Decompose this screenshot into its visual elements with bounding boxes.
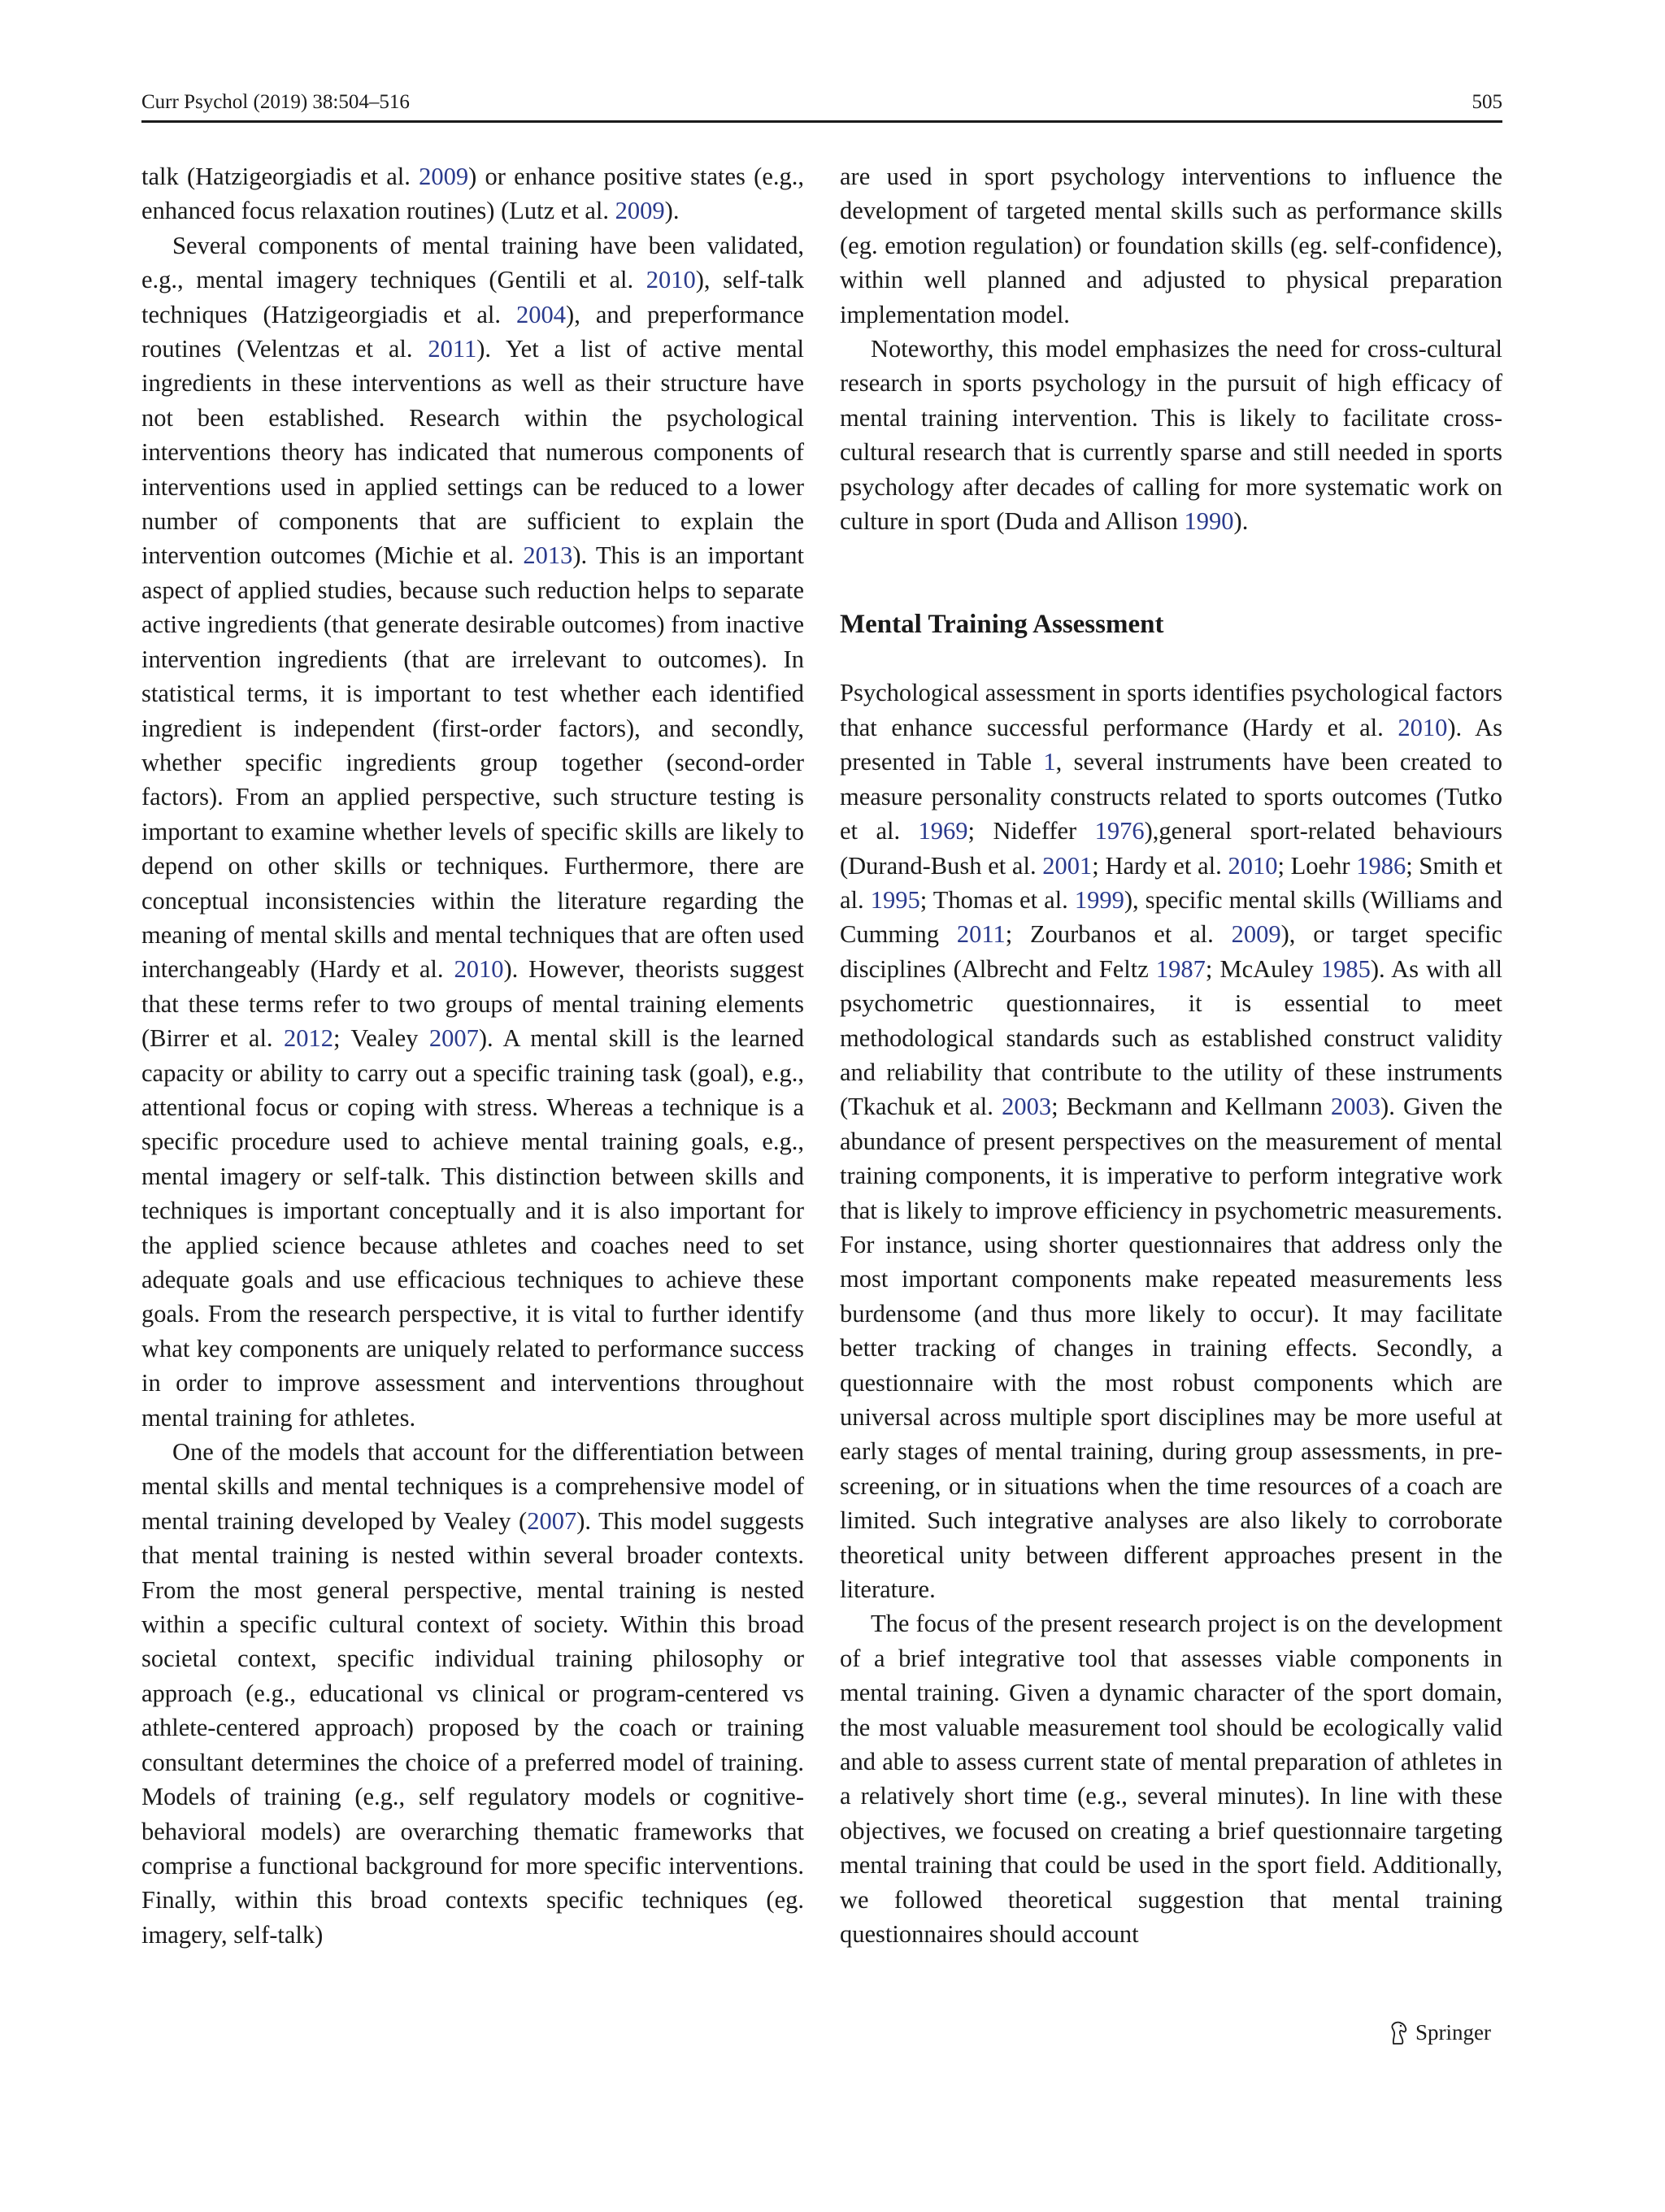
- text-run: ; McAuley: [1205, 954, 1321, 983]
- text-run: talk (Hatzigeorgiadis et al.: [141, 163, 420, 190]
- paragraph: [840, 1606, 1502, 1951]
- paragraph: [840, 332, 1502, 538]
- text-run: ; Loehr: [1277, 851, 1357, 880]
- text-run: ; Nideffer: [967, 817, 1095, 845]
- citation-link[interactable]: 2010: [454, 955, 504, 984]
- citation-link[interactable]: 2009: [1231, 920, 1281, 949]
- text-run: ). A mental skill is the learned capacity or ability to carry out a specific training task (goal), e.g., attentional focus or coping with stress. Whereas a technique is a specific procedure used to achieve mental training goals, e.g., mental imagery or self-talk. This distinction between skills and techniques is important conceptually and it is also important for the applied science because athletes and coaches need to set adequate goals and use efficacious techniques to achieve these goals. From the research perspective, it is vital to further identify what key components are uniquely related to performance success in order to improve assessment and interventions throughout mental training for athletes.: [141, 1024, 804, 1432]
- text-run: ; Beckmann and Kellmann: [1051, 1093, 1332, 1121]
- text-run: ; Thomas et al.: [919, 885, 1075, 914]
- text-run: ), or target specific disciplines (Albrecht and Feltz: [840, 920, 1502, 983]
- text-run: Noteworthy, this model emphasizes the need for cross-cultural research in sports psychology in the pursuit of high efficacy of mental training intervention. This is likely to facilitate cross-cultural research that is currently sparse and still needed in sports psychology after decades of calling for more systematic work on culture in sport (Duda and Allison: [840, 335, 1502, 536]
- section-heading: Mental Training Assessment: [840, 610, 1164, 640]
- text-run: ), self-talk techniques (Hatzigeorgiadis et al.: [141, 266, 804, 328]
- text-run: ; Zourbanos et al.: [1005, 920, 1232, 949]
- spacer: [840, 538, 1502, 607]
- citation-link[interactable]: 2011: [956, 920, 1006, 949]
- text-run: ). As with all psychometric questionnaires, it is essential to meet methodological standards such as established construct validity and reliability that contribute to the utility of these instruments (Tkachuk et al.: [840, 954, 1502, 1121]
- text-run: The focus of the present research project is on the development of a brief integrative tool that assesses viable components in mental training. Given a dynamic character of the sport domain, the most valuable measurement tool should be ecologically valid and able to assess current state of mental preparation of athletes in a relatively short time (e.g., several minutes). In line with these objectives, we focused on creating a brief questionnaire targeting mental training that could be used in the sport field. Additionally, we followed theoretical suggestion that mental training questionnaires should account: [840, 1610, 1502, 1949]
- text-run: ).: [664, 197, 680, 225]
- text-run: Psychological assessment in sports identifies psychological factors that enhance successful performance (Hardy et al.: [840, 679, 1502, 741]
- citation-link[interactable]: 1999: [1074, 885, 1124, 914]
- citation-link[interactable]: 1990: [1184, 507, 1234, 536]
- paragraph-continued: [141, 159, 804, 228]
- citation-link[interactable]: 1987: [1155, 954, 1206, 983]
- paragraph: [141, 228, 804, 1435]
- page-number: 505: [1472, 91, 1502, 113]
- paragraph: [840, 676, 1502, 1606]
- citation-link[interactable]: 2004: [516, 300, 567, 328]
- spacer: [840, 641, 1502, 676]
- springer-horse-icon: [1388, 2021, 1409, 2045]
- citation-link[interactable]: 1986: [1356, 851, 1406, 880]
- citation-link[interactable]: 1995: [870, 885, 920, 914]
- citation-link[interactable]: 2007: [428, 1024, 479, 1053]
- citation-link[interactable]: 2013: [523, 541, 573, 570]
- citation-link[interactable]: 2010: [646, 266, 696, 294]
- citation-link[interactable]: 2009: [615, 197, 665, 225]
- text-run: Several components of mental training have been validated, e.g., mental imagery techniques (Gentili et al.: [141, 231, 804, 294]
- text-run: ). This is an important aspect of applied studies, because such reduction helps to separate active ingredients (that generate desirable outcomes) from inactive intervention ingredients (that are irrelevant to outcomes). In statistical terms, it is important to test whether each identified ingredient is independent (first-order factors), and secondly, whether specific ingredients group together (second-order factors). From an applied perspective, such structure testing is important to examine whether levels of specific skills are likely to depend on other skills or techniques. Furthermore, there are conceptual inconsistencies within the literature regarding the meaning of mental skills and mental techniques that are often used interchangeably (Hardy et al.: [141, 541, 804, 984]
- running-header: [141, 91, 1502, 124]
- publisher-logo: [1388, 2020, 1491, 2045]
- paragraph-continued: [840, 159, 1502, 332]
- text-run: ; Hardy et al.: [1092, 851, 1228, 880]
- text-run: ; Smith et al.: [840, 851, 1502, 914]
- citation-link[interactable]: 2007: [527, 1506, 577, 1535]
- citation-link[interactable]: 2010: [1228, 851, 1278, 880]
- journal-citation: Curr Psychol (2019) 38:504–516: [141, 91, 410, 113]
- citation-link[interactable]: 2003: [1002, 1093, 1052, 1121]
- citation-link[interactable]: 2012: [284, 1024, 334, 1053]
- paragraph: [141, 1435, 804, 1952]
- right-column: [840, 159, 1502, 1952]
- citation-link[interactable]: 2010: [1398, 713, 1448, 741]
- citation-link[interactable]: 2011: [428, 335, 477, 363]
- text-run: ), and preperformance routines (Velentzas et al.: [141, 300, 805, 363]
- text-run: ). As presented in Table: [840, 713, 1502, 776]
- publisher-name: Springer: [1415, 2020, 1491, 2045]
- text-run: ). Yet a list of active mental ingredients in these interventions as well as their structure have not been established. Research within the psychological interventions theory has indicated that numerous components of interventions used in applied settings can be reduced to a lower number of components that are sufficient to explain the intervention outcomes (Michie et al.: [141, 335, 804, 570]
- text-run: ). Given the abundance of present perspectives on the measurement of mental training components, it is imperative to perform integrative work that is likely to improve efficiency in psychometric measurements. For instance, using shorter questionnaires that address only the most important components make repeated measurements less burdensome (and thus more likely to occur). It may facilitate better tracking of changes in training effects. Secondly, a questionnaire with the most robust components which are universal across multiple sport disciplines may be more useful at early stages of mental training, during group assessments, in pre-screening, or in situations when the time resources of a coach are limited. Such integrative analyses are also likely to corroborate theoretical unity between different approaches present in the literature.: [840, 1093, 1502, 1604]
- text-run: ), specific mental skills (Williams and Cumming: [840, 885, 1503, 949]
- citation-link[interactable]: 2003: [1331, 1093, 1381, 1121]
- citation-link[interactable]: 2009: [419, 163, 469, 190]
- citation-link[interactable]: 1985: [1320, 954, 1371, 983]
- text-run: , several instruments have been created to measure personality constructs related to sports outcomes (Tutko et al.: [840, 748, 1502, 845]
- text-run: One of the models that account for the differentiation between mental skills and mental techniques is a comprehensive model of mental training developed by Vealey (: [141, 1438, 804, 1535]
- citation-link[interactable]: 1969: [918, 817, 968, 845]
- text-run: ) or enhance positive states (e.g., enhanced focus relaxation routines) (Lutz et al.: [141, 163, 804, 225]
- left-column: [141, 159, 804, 1952]
- text-run: ),general sport-related behaviours (Durand-Bush et al.: [840, 817, 1502, 880]
- text-run: ).: [1233, 507, 1249, 536]
- citation-link[interactable]: 2001: [1042, 851, 1093, 880]
- header-rule: [141, 120, 1502, 123]
- text-run: ). However, theorists suggest that these terms refer to two groups of mental training elements (Birrer et al.: [141, 955, 804, 1053]
- citation-link[interactable]: 1976: [1094, 817, 1145, 845]
- text-run: ). This model suggests that mental training is nested within several broader contexts. From the most general perspective, mental training is nested within a specific cultural context of society. Within this broad societal context, specific individual training philosophy or approach (e.g., educational vs clinical or program-centered vs athlete-centered approach) proposed by the coach or training consultant determines the choice of a preferred model of training. Models of training (e.g., self regulatory models or cognitive-behavioral models) are overarching thematic frameworks that comprise a functional background for more specific interventions. Finally, within this broad contexts specific techniques (eg. imagery, self-talk): [141, 1506, 804, 1949]
- text-run: are used in sport psychology interventions to influence the development of targeted mental skills such as performance skills (eg. emotion regulation) or foundation skills (eg. self-confidence), within well planned and adjusted to physical preparation implementation model.: [840, 163, 1502, 328]
- citation-link[interactable]: 1: [1043, 748, 1056, 776]
- text-run: ; Vealey: [333, 1024, 429, 1053]
